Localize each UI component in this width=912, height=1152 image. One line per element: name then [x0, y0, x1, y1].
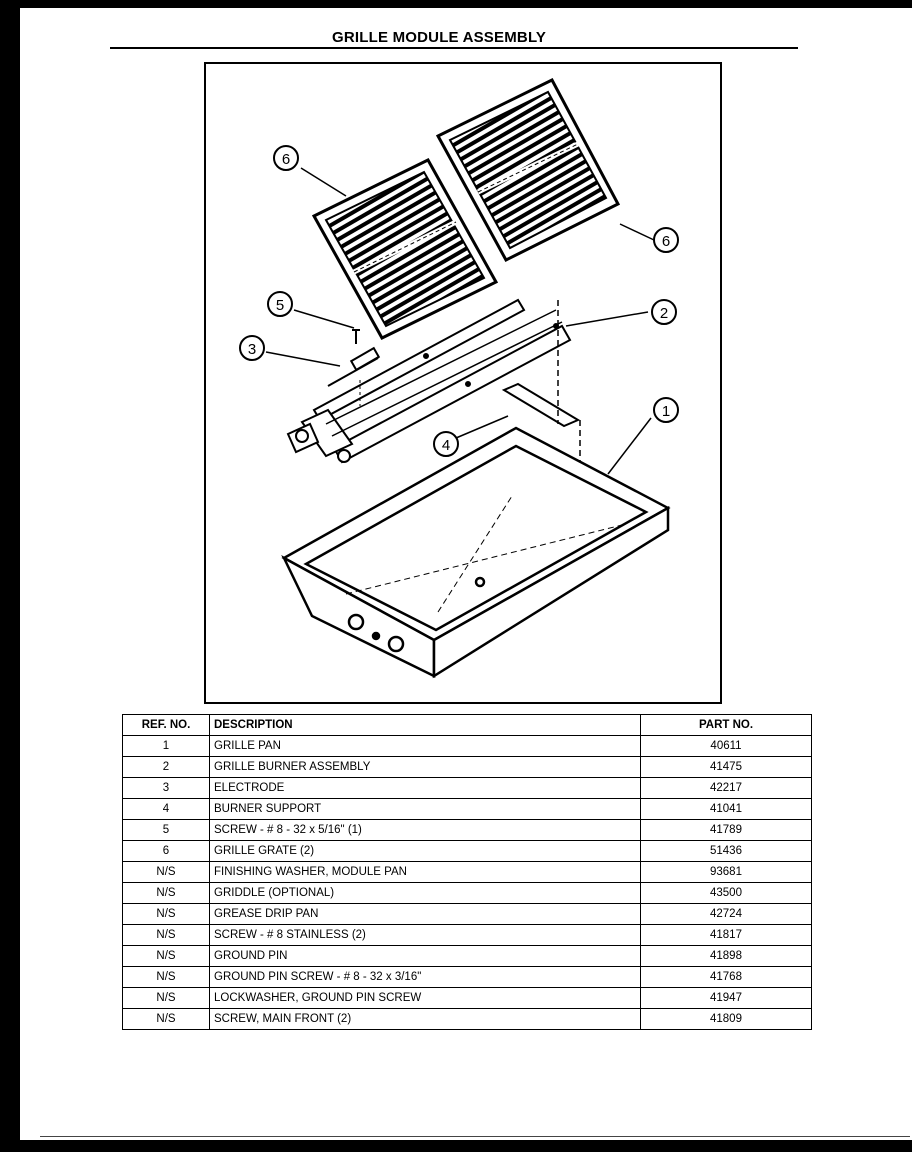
table-row: [123, 778, 812, 799]
description-cell: SCREW - # 8 - 32 x 5/16" (1): [210, 820, 641, 841]
callout-label: 1: [661, 403, 671, 420]
part-no-cell: 51436: [641, 841, 812, 862]
part-no-header: PART NO.: [641, 715, 812, 736]
callout-1: [654, 398, 678, 422]
part-no-cell: 41475: [641, 757, 812, 778]
callout-5: [268, 292, 292, 316]
callout-4: [434, 432, 458, 456]
part-no-cell: 41041: [641, 799, 812, 820]
page-title: GRILLE MODULE ASSEMBLY: [332, 29, 547, 46]
ref-no-cell: N/S: [123, 988, 210, 1009]
part-no-cell: 41789: [641, 820, 812, 841]
table-row: [123, 736, 812, 757]
description-cell: SCREW - # 8 STAINLESS (2): [210, 925, 641, 946]
callout-label: 6: [661, 233, 671, 250]
part-no-cell: 42724: [641, 904, 812, 925]
ref-no-cell: N/S: [123, 925, 210, 946]
table-row: [123, 883, 812, 904]
exploded-view-figure: [204, 62, 722, 704]
title-underline: [110, 47, 798, 49]
table-row: [123, 904, 812, 925]
part-no-cell: 40611: [641, 736, 812, 757]
ref-no-cell: N/S: [123, 946, 210, 967]
callout-3: [240, 336, 264, 360]
grille-pan: [284, 428, 668, 676]
description-cell: GRILLE GRATE (2): [210, 841, 641, 862]
ref-no-cell: 3: [123, 778, 210, 799]
description-cell: GROUND PIN: [210, 946, 641, 967]
exploded-view-drawing: [206, 64, 720, 702]
part-no-cell: 41768: [641, 967, 812, 988]
part-no-cell: 42217: [641, 778, 812, 799]
description-cell: GRIDDLE (OPTIONAL): [210, 883, 641, 904]
table-row: [123, 1009, 812, 1030]
part-no-cell: 41817: [641, 925, 812, 946]
table-header-row: [123, 715, 812, 736]
table-row: [123, 988, 812, 1009]
description-cell: BURNER SUPPORT: [210, 799, 641, 820]
ref-no-cell: N/S: [123, 862, 210, 883]
table-row: [123, 967, 812, 988]
ref-no-header: REF. NO.: [123, 715, 210, 736]
description-cell: GRILLE BURNER ASSEMBLY: [210, 757, 641, 778]
part-no-cell: 41809: [641, 1009, 812, 1030]
description-header: DESCRIPTION: [210, 715, 641, 736]
ref-no-cell: 2: [123, 757, 210, 778]
callout-label: 3: [247, 341, 257, 358]
callout-label: 6: [281, 151, 291, 168]
callout-label: 4: [441, 437, 451, 454]
description-cell: LOCKWASHER, GROUND PIN SCREW: [210, 988, 641, 1009]
part-no-cell: 93681: [641, 862, 812, 883]
table-row: [123, 862, 812, 883]
ref-no-cell: 4: [123, 799, 210, 820]
parts-table-body: [123, 736, 812, 1030]
callout-label: 5: [275, 297, 285, 314]
table-row: [123, 757, 812, 778]
screw: [352, 330, 360, 344]
ref-no-cell: N/S: [123, 883, 210, 904]
description-cell: FINISHING WASHER, MODULE PAN: [210, 862, 641, 883]
callout-6-right: [654, 228, 678, 252]
ref-no-cell: 1: [123, 736, 210, 757]
ref-no-cell: N/S: [123, 1009, 210, 1030]
ref-no-cell: 5: [123, 820, 210, 841]
ref-no-cell: N/S: [123, 904, 210, 925]
table-row: [123, 946, 812, 967]
table-row: [123, 820, 812, 841]
description-cell: GROUND PIN SCREW - # 8 - 32 x 3/16": [210, 967, 641, 988]
description-cell: GREASE DRIP PAN: [210, 904, 641, 925]
table-row: [123, 925, 812, 946]
ref-no-cell: N/S: [123, 967, 210, 988]
table-row: [123, 841, 812, 862]
page-bottom-rule: [40, 1136, 910, 1137]
description-cell: SCREW, MAIN FRONT (2): [210, 1009, 641, 1030]
ref-no-cell: 6: [123, 841, 210, 862]
table-row: [123, 799, 812, 820]
part-no-cell: 43500: [641, 883, 812, 904]
parts-table: [122, 714, 812, 1030]
part-no-cell: 41898: [641, 946, 812, 967]
part-no-cell: 41947: [641, 988, 812, 1009]
callout-label: 2: [659, 305, 669, 322]
callout-6-left: [274, 146, 298, 170]
callout-2: [652, 300, 676, 324]
description-cell: GRILLE PAN: [210, 736, 641, 757]
description-cell: ELECTRODE: [210, 778, 641, 799]
